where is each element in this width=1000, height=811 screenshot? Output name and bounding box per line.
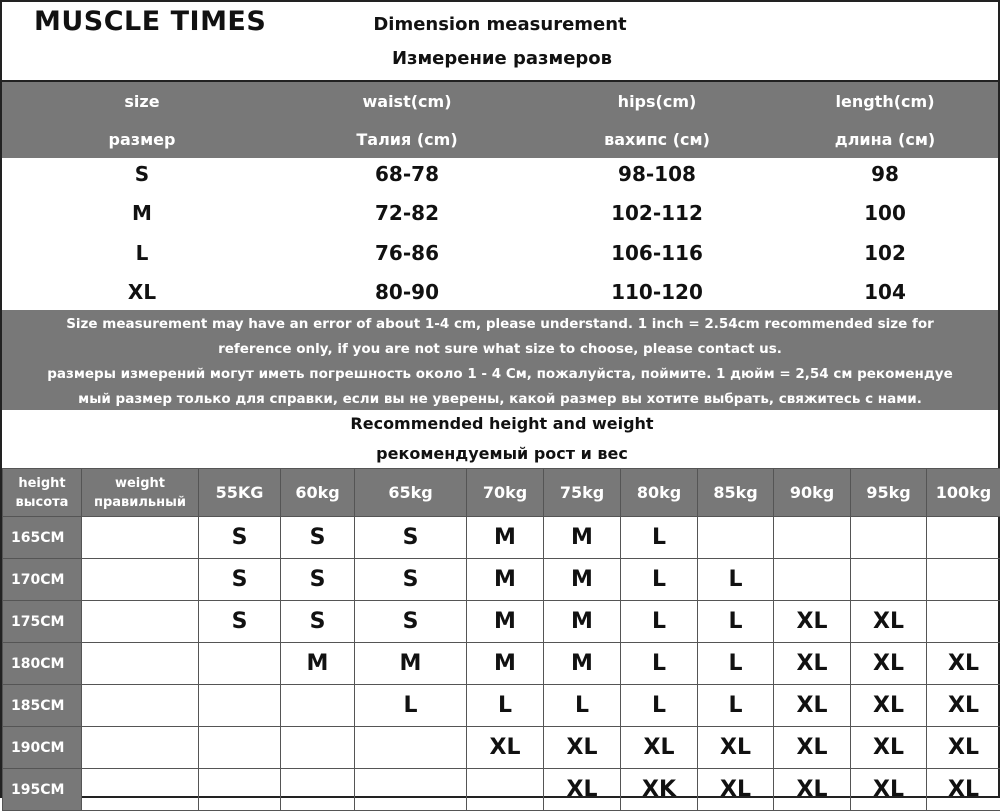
recommended-size-cell: XL bbox=[851, 727, 927, 769]
recommended-size-cell: S bbox=[355, 559, 467, 601]
recommendation-header bbox=[2, 410, 998, 468]
recommended-size-cell: XL bbox=[698, 727, 774, 769]
recommended-size-cell: M bbox=[467, 601, 544, 643]
recommended-size-cell: S bbox=[281, 601, 355, 643]
recommended-size-cell bbox=[851, 559, 927, 601]
recommended-size-cell bbox=[281, 727, 355, 769]
recommended-size-cell: L bbox=[355, 685, 467, 727]
recommended-size-cell: XL bbox=[544, 769, 621, 811]
recommended-size-cell bbox=[82, 727, 199, 769]
col-header-length-ru: длина (см) bbox=[785, 130, 985, 149]
height-label: 180CM bbox=[3, 643, 82, 685]
recommended-size-cell: XL bbox=[927, 643, 1000, 685]
col-header-size: size bbox=[42, 92, 242, 111]
weight-header-cell: 100kg bbox=[927, 469, 1000, 517]
recommended-size-cell: XL bbox=[774, 601, 851, 643]
height-row bbox=[3, 727, 1000, 769]
recommended-size-cell bbox=[851, 517, 927, 559]
recommended-size-cell bbox=[199, 643, 281, 685]
length-cell: 98 bbox=[785, 162, 985, 186]
recommended-size-cell: L bbox=[698, 685, 774, 727]
recommended-size-cell: XL bbox=[774, 643, 851, 685]
col-header-size-ru: размер bbox=[42, 130, 242, 149]
recommended-size-cell: M bbox=[544, 559, 621, 601]
brand-title: MUSCLE TIMES bbox=[34, 6, 266, 37]
recommended-size-cell: M bbox=[467, 559, 544, 601]
recommendation-title-en: Recommended height and weight bbox=[2, 414, 1000, 433]
size-table-body bbox=[2, 158, 998, 310]
recommended-size-cell: S bbox=[355, 517, 467, 559]
recommended-size-cell: XL bbox=[851, 643, 927, 685]
height-weight-body bbox=[3, 517, 1000, 811]
recommended-size-cell bbox=[82, 769, 199, 811]
recommended-size-cell bbox=[281, 685, 355, 727]
recommended-size-cell: M bbox=[467, 643, 544, 685]
recommended-size-cell: XL bbox=[927, 685, 1000, 727]
height-weight-table bbox=[2, 468, 1000, 811]
recommended-size-cell bbox=[82, 643, 199, 685]
length-cell: 100 bbox=[785, 201, 985, 225]
col-header-hips: hips(cm) bbox=[557, 92, 757, 111]
weight-header-cell: 75kg bbox=[544, 469, 621, 517]
height-label: 190CM bbox=[3, 727, 82, 769]
recommended-size-cell: S bbox=[355, 601, 467, 643]
waist-cell: 72-82 bbox=[307, 201, 507, 225]
recommendation-title-ru: рекомендуемый рост и вес bbox=[2, 444, 1000, 463]
size-cell: M bbox=[42, 201, 242, 225]
note-line: reference only, if you are not sure what size to choose, please contact us. bbox=[2, 337, 998, 362]
height-label: 175CM bbox=[3, 601, 82, 643]
weight-header-cell: 65kg bbox=[355, 469, 467, 517]
size-cell: S bbox=[42, 162, 242, 186]
height-row bbox=[3, 769, 1000, 811]
corner-height-ru: высота bbox=[3, 493, 81, 512]
recommended-size-cell: M bbox=[281, 643, 355, 685]
recommended-size-cell bbox=[698, 517, 774, 559]
recommended-size-cell bbox=[82, 517, 199, 559]
recommended-size-cell bbox=[82, 559, 199, 601]
recommended-size-cell: L bbox=[467, 685, 544, 727]
note-line: Size measurement may have an error of about 1-4 cm, please understand. 1 inch = 2.54cm recommended size for bbox=[2, 312, 998, 337]
recommended-size-cell: XL bbox=[774, 685, 851, 727]
waist-cell: 80-90 bbox=[307, 280, 507, 304]
corner-weight-en: weight bbox=[82, 474, 198, 493]
recommended-size-cell: L bbox=[621, 643, 698, 685]
recommended-size-cell: M bbox=[355, 643, 467, 685]
title-russian: Измерение размеров bbox=[2, 48, 1000, 69]
recommended-size-cell: M bbox=[544, 601, 621, 643]
height-label: 185CM bbox=[3, 685, 82, 727]
size-cell: XL bbox=[42, 280, 242, 304]
recommended-size-cell: M bbox=[544, 517, 621, 559]
recommended-size-cell: XL bbox=[774, 727, 851, 769]
recommended-size-cell bbox=[82, 685, 199, 727]
recommended-size-cell: S bbox=[199, 601, 281, 643]
recommended-size-cell bbox=[774, 517, 851, 559]
recommended-size-cell: L bbox=[621, 559, 698, 601]
recommended-size-cell bbox=[355, 727, 467, 769]
col-header-hips-ru: вахипс (см) bbox=[557, 130, 757, 149]
hips-cell: 98-108 bbox=[557, 162, 757, 186]
recommended-size-cell: XL bbox=[621, 727, 698, 769]
recommended-size-cell: XL bbox=[927, 727, 1000, 769]
recommended-size-cell bbox=[199, 769, 281, 811]
height-row bbox=[3, 517, 1000, 559]
height-row bbox=[3, 559, 1000, 601]
waist-cell: 76-86 bbox=[307, 241, 507, 265]
recommended-size-cell: XL bbox=[851, 769, 927, 811]
hips-cell: 110-120 bbox=[557, 280, 757, 304]
recommended-size-cell bbox=[774, 559, 851, 601]
corner-height-en: height bbox=[3, 474, 81, 493]
recommended-size-cell: L bbox=[621, 601, 698, 643]
recommended-size-cell: L bbox=[698, 643, 774, 685]
corner-weight bbox=[82, 469, 199, 517]
recommended-size-cell bbox=[281, 769, 355, 811]
hips-cell: 106-116 bbox=[557, 241, 757, 265]
recommended-size-cell: L bbox=[621, 685, 698, 727]
height-label: 170CM bbox=[3, 559, 82, 601]
recommended-size-cell bbox=[199, 727, 281, 769]
recommended-size-cell: XK bbox=[621, 769, 698, 811]
note-line: размеры измерений могут иметь погрешность около 1 - 4 См, пожалуйста, поймите. 1 дюйм = 2,54 см рекомендуе bbox=[2, 362, 998, 387]
recommended-size-cell bbox=[355, 769, 467, 811]
weight-header-cell: 80kg bbox=[621, 469, 698, 517]
recommended-size-cell: XL bbox=[851, 685, 927, 727]
recommended-size-cell: XL bbox=[774, 769, 851, 811]
weight-header-cell: 85kg bbox=[698, 469, 774, 517]
size-table-header bbox=[2, 82, 998, 158]
recommended-size-cell bbox=[927, 601, 1000, 643]
recommended-size-cell: L bbox=[621, 517, 698, 559]
recommended-size-cell: M bbox=[467, 517, 544, 559]
recommended-size-cell: XL bbox=[698, 769, 774, 811]
weight-header-cell: 70kg bbox=[467, 469, 544, 517]
col-header-waist-ru: Талия (cm) bbox=[307, 130, 507, 149]
title-english: Dimension measurement bbox=[0, 14, 1000, 35]
recommended-size-cell: L bbox=[544, 685, 621, 727]
recommended-size-cell: S bbox=[199, 559, 281, 601]
recommended-size-cell bbox=[199, 685, 281, 727]
recommended-size-cell bbox=[82, 601, 199, 643]
col-header-waist: waist(cm) bbox=[307, 92, 507, 111]
recommended-size-cell: XL bbox=[544, 727, 621, 769]
recommended-size-cell: S bbox=[199, 517, 281, 559]
length-cell: 102 bbox=[785, 241, 985, 265]
recommended-size-cell: XL bbox=[851, 601, 927, 643]
col-header-length: length(cm) bbox=[785, 92, 985, 111]
waist-cell: 68-78 bbox=[307, 162, 507, 186]
weight-header-cell: 90kg bbox=[774, 469, 851, 517]
height-label: 165CM bbox=[3, 517, 82, 559]
recommended-size-cell: L bbox=[698, 559, 774, 601]
recommended-size-cell: XL bbox=[927, 769, 1000, 811]
measurement-note bbox=[2, 310, 998, 410]
recommended-size-cell: XL bbox=[467, 727, 544, 769]
weight-header-row bbox=[3, 469, 1000, 517]
hips-cell: 102-112 bbox=[557, 201, 757, 225]
height-label: 195CM bbox=[3, 769, 82, 811]
recommended-size-cell bbox=[927, 517, 1000, 559]
recommended-size-cell bbox=[467, 769, 544, 811]
height-row bbox=[3, 643, 1000, 685]
recommended-size-cell bbox=[927, 559, 1000, 601]
note-line: мый размер только для справки, если вы не уверены, какой размер вы хотите выбрать, свяжитесь с нами. bbox=[2, 387, 998, 412]
weight-header-cell: 60kg bbox=[281, 469, 355, 517]
corner-height bbox=[3, 469, 82, 517]
recommended-size-cell: S bbox=[281, 559, 355, 601]
height-row bbox=[3, 601, 1000, 643]
corner-weight-ru: правильный bbox=[82, 493, 198, 512]
weight-header-cell: 95kg bbox=[851, 469, 927, 517]
size-cell: L bbox=[42, 241, 242, 265]
recommended-size-cell: M bbox=[544, 643, 621, 685]
recommended-size-cell: L bbox=[698, 601, 774, 643]
recommended-size-cell: S bbox=[281, 517, 355, 559]
length-cell: 104 bbox=[785, 280, 985, 304]
chart-header bbox=[2, 2, 998, 82]
weight-header-cell: 55KG bbox=[199, 469, 281, 517]
height-row bbox=[3, 685, 1000, 727]
